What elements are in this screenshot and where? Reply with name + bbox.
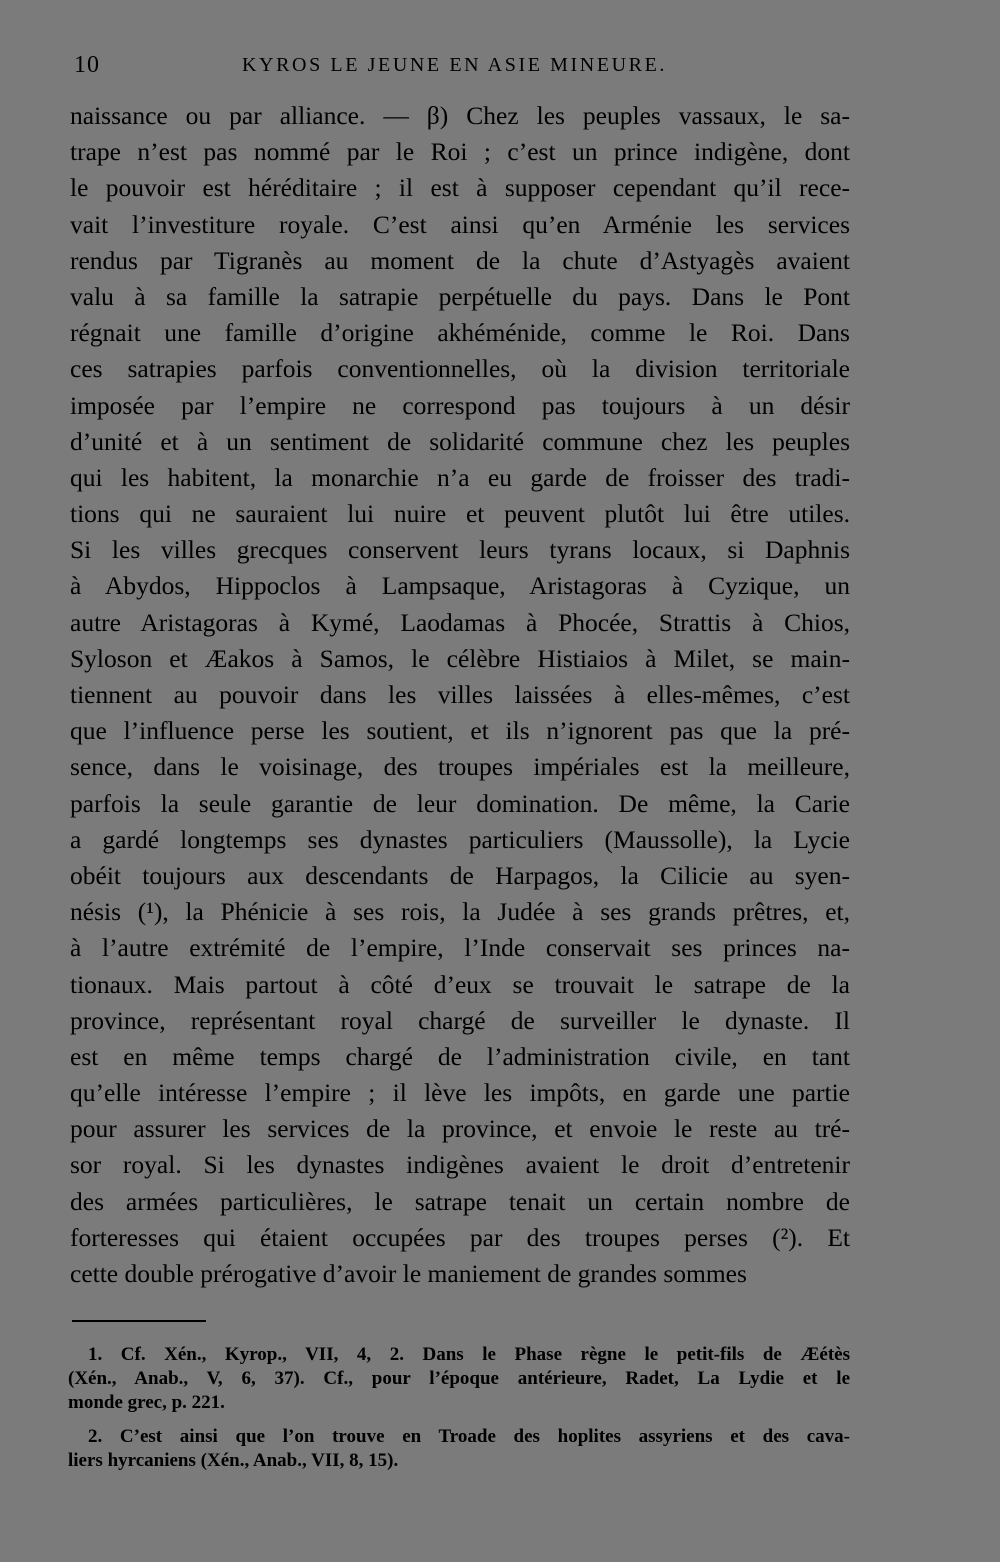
text-line: obéit toujours aux descendants de Harpagos, la Cilicie au syen- bbox=[70, 860, 850, 890]
text-line: tiennent au pouvoir dans les villes laissées à elles-mêmes, c’est bbox=[70, 680, 850, 709]
footnote-1-line: monde grec, p. 221. bbox=[68, 1392, 225, 1413]
text-line: qui les habitent, la monarchie n’a eu garde de froisser des tradi- bbox=[70, 462, 850, 492]
text-line: province, représentant royal chargé de surveiller le dynaste. Il bbox=[70, 1005, 850, 1035]
text-line: que l’influence perse les soutient, et ils n’ignorent pas que la pré- bbox=[70, 716, 850, 746]
text-line: qu’elle intéresse l’empire ; il lève les impôts, en garde une partie bbox=[70, 1078, 850, 1108]
text-line: à Abydos, Hippoclos à Lampsaque, Aristagoras à Cyzique, un bbox=[70, 571, 850, 601]
text-line: a gardé longtemps ses dynastes particuliers (Maussolle), la Lycie bbox=[70, 824, 850, 854]
text-line: imposée par l’empire ne correspond pas toujours à un désir bbox=[70, 390, 850, 420]
text-line: d’unité et à un sentiment de solidarité commune chez les peuples bbox=[70, 426, 850, 456]
text-line: à l’autre extrémité de l’empire, l’Inde conservait ses princes na- bbox=[70, 933, 850, 963]
text-line: sence, dans le voisinage, des troupes impériales est la meilleure, bbox=[70, 752, 850, 782]
main-text bbox=[70, 98, 850, 1292]
text-line: naissance ou par alliance. — β) Chez les peuples vassaux, le sa- bbox=[70, 101, 850, 130]
text-line: vait l’investiture royale. C’est ainsi qu’en Arménie les services bbox=[70, 209, 850, 239]
footnote-2-line: 2. C’est ainsi que l’on trouve en Troade des hoplites assyriens et des cava- bbox=[88, 1426, 850, 1447]
text-line: ces satrapies parfois conventionnelles, où la division territoriale bbox=[70, 354, 850, 384]
text-line: Syloson et Æakos à Samos, le célèbre Histiaios à Milet, se main- bbox=[70, 643, 850, 673]
footnotes bbox=[68, 1343, 850, 1473]
text-line: trape n’est pas nommé par le Roi ; c’est un prince indigène, dont bbox=[70, 137, 850, 167]
text-line: parfois la seule garantie de leur domination. De même, la Carie bbox=[70, 788, 850, 818]
running-title: KYROS LE JEUNE EN ASIE MINEURE. bbox=[242, 54, 668, 76]
footnote-2-line: liers hyrcaniens (Xén., Anab., VII, 8, 15). bbox=[68, 1450, 399, 1471]
text-line: nésis (¹), la Phénicie à ses rois, la Judée à ses grands prêtres, et, bbox=[70, 897, 850, 927]
page-header bbox=[74, 52, 856, 86]
text-line: tionaux. Mais partout à côté d’eux se trouvait le satrape de la bbox=[70, 969, 850, 999]
text-line: des armées particulières, le satrape tenait un certain nombre de bbox=[70, 1186, 850, 1216]
text-line: Si les villes grecques conservent leurs tyrans locaux, si Daphnis bbox=[70, 535, 850, 565]
text-line: est en même temps chargé de l’administration civile, en tant bbox=[70, 1041, 850, 1071]
footnote-1-line: (Xén., Anab., V, 6, 37). Cf., pour l’époque antérieure, Radet, La Lydie et le bbox=[68, 1368, 850, 1389]
text-line: valu à sa famille la satrapie perpétuelle du pays. Dans le Pont bbox=[70, 281, 850, 311]
page-number: 10 bbox=[74, 52, 100, 78]
text-line: sor royal. Si les dynastes indigènes avaient le droit d’entretenir bbox=[70, 1150, 850, 1180]
text-line: rendus par Tigranès au moment de la chute d’Astyagès avaient bbox=[70, 245, 850, 275]
footnote-separator bbox=[72, 1320, 206, 1322]
text-line: cette double prérogative d’avoir le maniement de grandes sommes bbox=[70, 1259, 747, 1288]
text-line: le pouvoir est héréditaire ; il est à supposer cependant qu’il rece- bbox=[70, 173, 850, 203]
footnote-1-line: 1. Cf. Xén., Kyrop., VII, 4, 2. Dans le Phase règne le petit-fils de Æétès bbox=[88, 1344, 850, 1365]
text-line: autre Aristagoras à Kymé, Laodamas à Phocée, Strattis à Chios, bbox=[70, 607, 850, 637]
text-line: forteresses qui étaient occupées par des troupes perses (²). Et bbox=[70, 1222, 850, 1252]
text-line: pour assurer les services de la province, et envoie le reste au tré- bbox=[70, 1114, 850, 1144]
text-line: tions qui ne sauraient lui nuire et peuvent plutôt lui être utiles. bbox=[70, 499, 850, 529]
text-line: régnait une famille d’origine akhéménide, comme le Roi. Dans bbox=[70, 318, 850, 348]
